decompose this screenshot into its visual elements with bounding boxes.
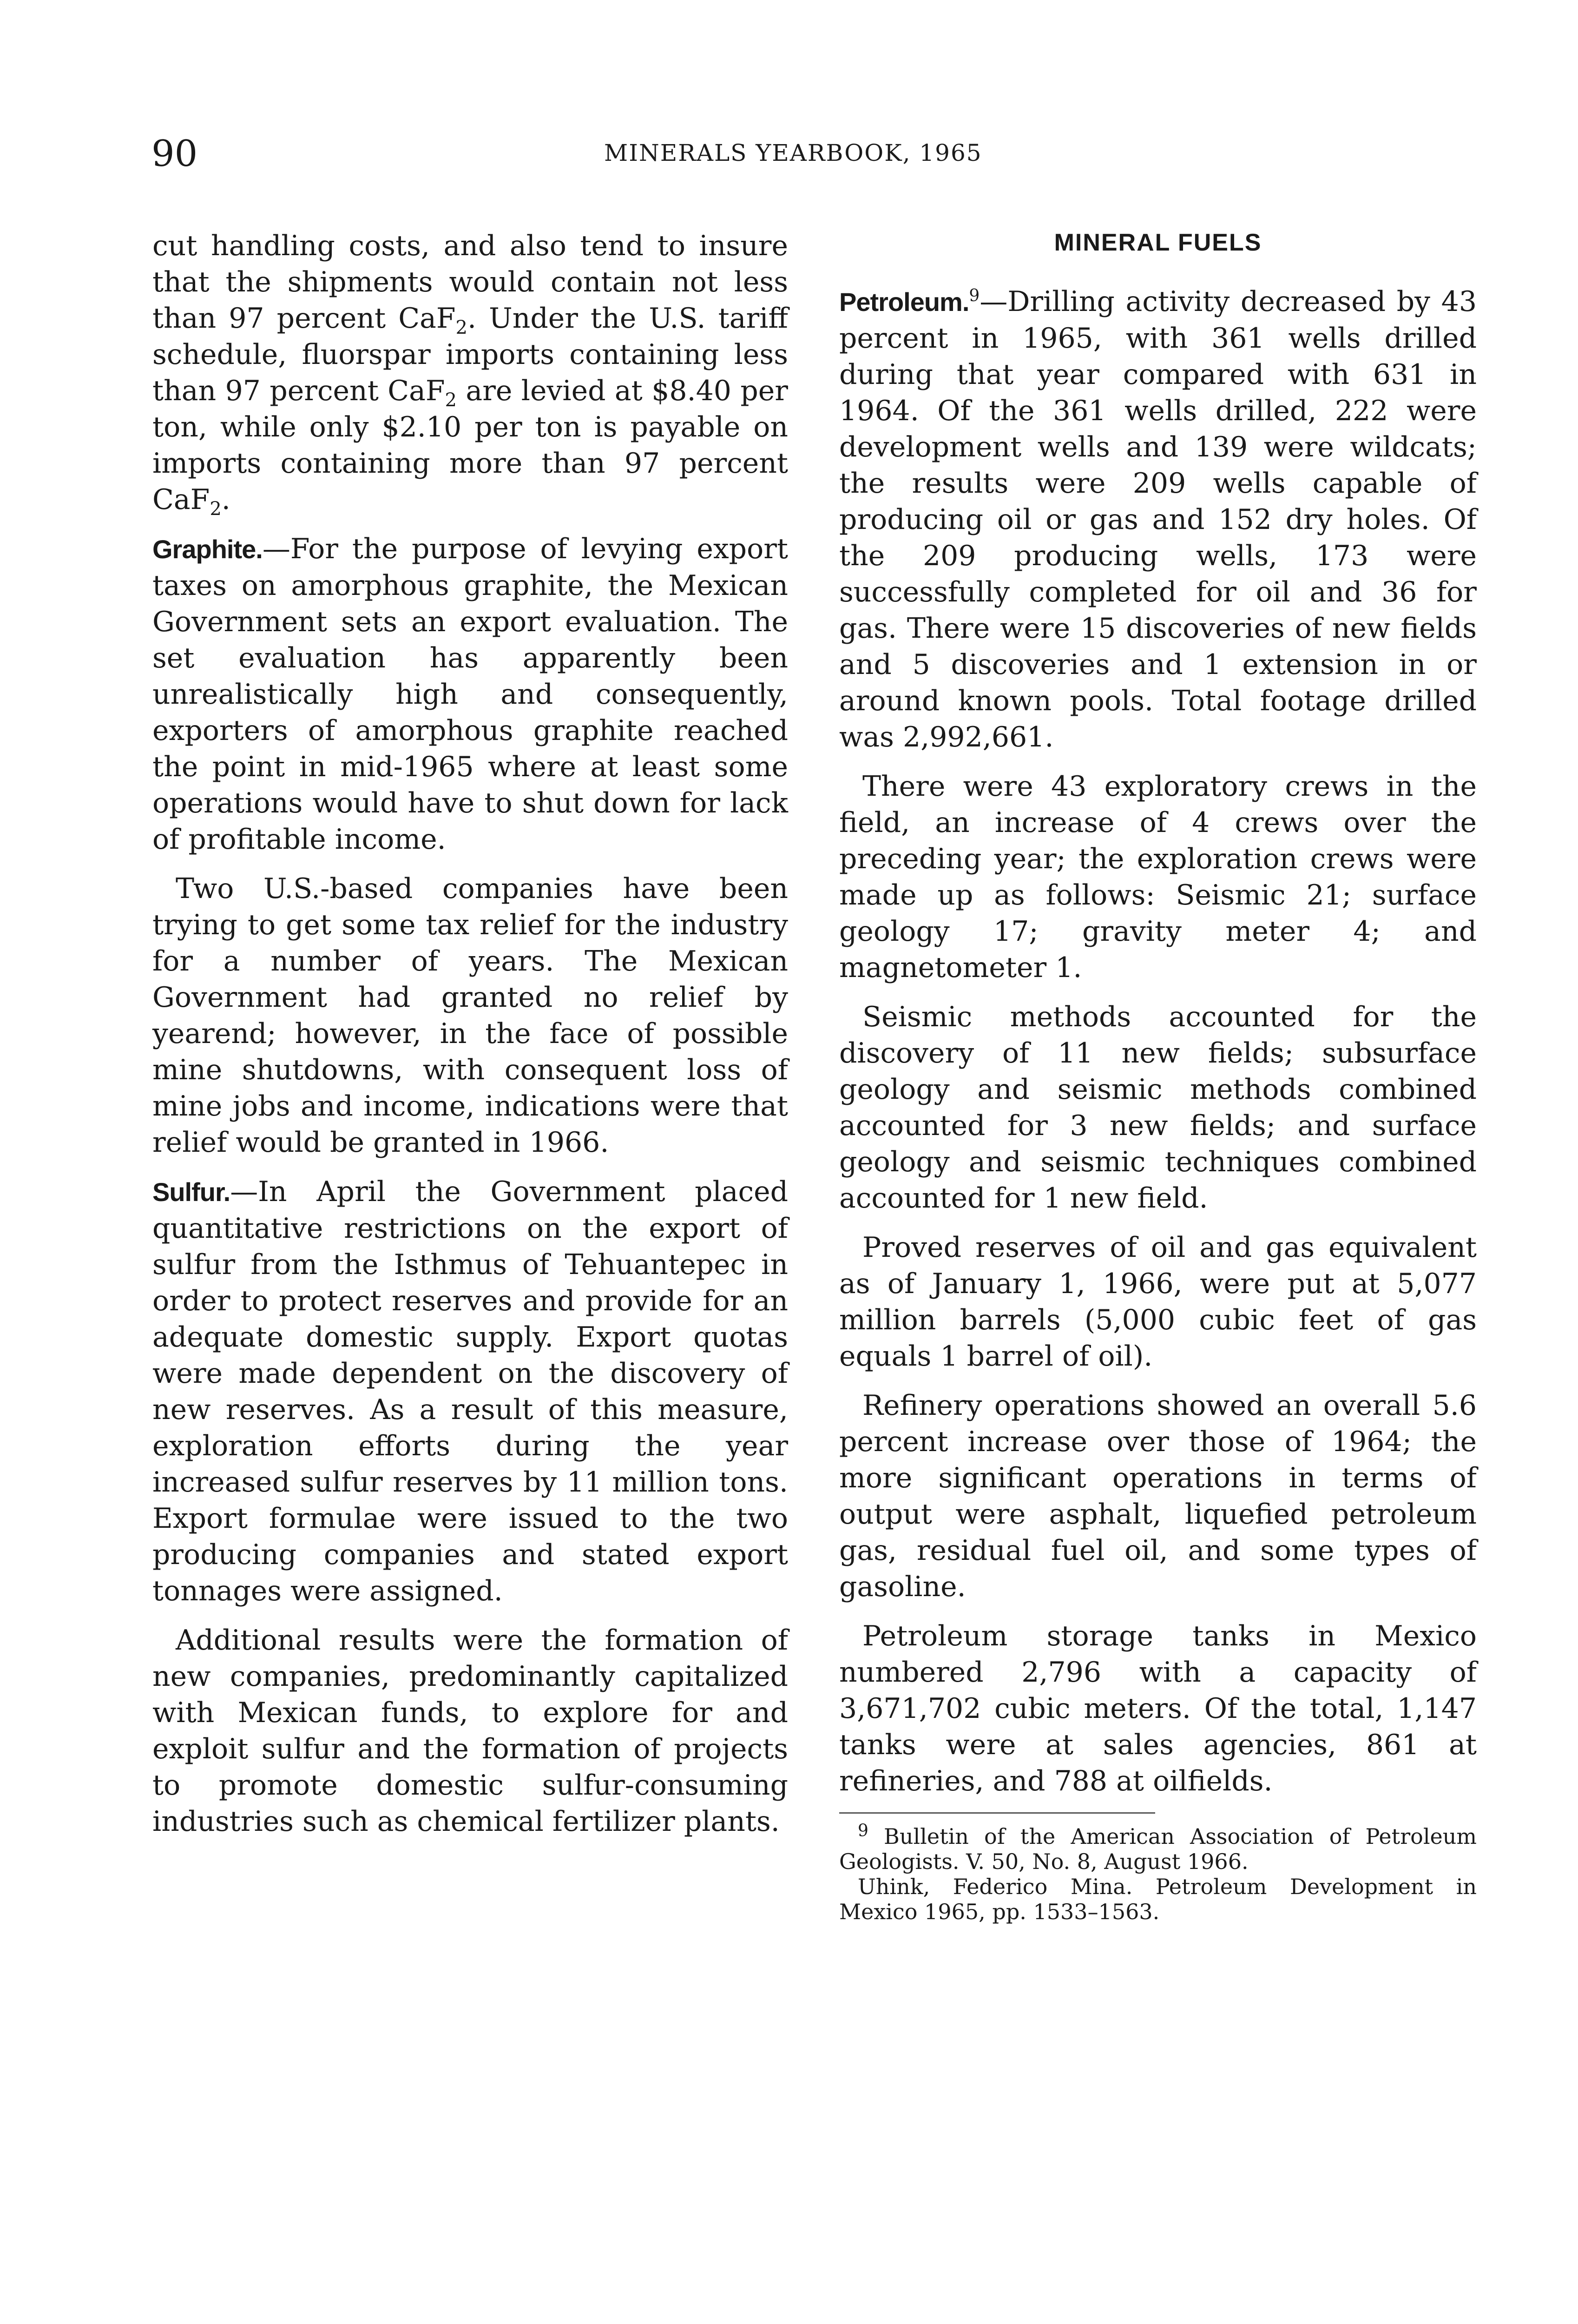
exploration-crews-paragraph: There were 43 exploratory crews in the field, an increase of 4 crews over the preceding year; the exploration crews were made up as follows: Seismic 21; surface geology 17; gravity meter 4; and magnetometer 1. <box>839 770 1477 984</box>
graphite-paragraph <box>152 531 788 858</box>
footnote-divider <box>839 1812 1155 1814</box>
footnote-9-continued: Uhink, Federico Mina. Petroleum Development in Mexico 1965, pp. 1533–1563. <box>839 1874 1477 1924</box>
sulfur-results-paragraph: Additional results were the formation of new companies, predominantly capitalized with Mexican funds, to explore for and exploit sulfur and the formation of projects to promote domestic sulfur-consuming industries such as chemical fertilizer plants. <box>152 1624 788 1838</box>
storage-tanks-paragraph: Petroleum storage tanks in Mexico numbered 2,796 with a capacity of 3,671,702 cubic meters. Of the total, 1,147 tanks were at sales agencies, 861 at refineries, and 788 at oilfields. <box>839 1620 1477 1797</box>
sulfur-heading: Sulfur. <box>152 1177 230 1207</box>
section-heading: MINERAL FUELS <box>1054 229 1262 256</box>
graphite-relief-paragraph: Two U.S.-based companies have been trying to get some tax relief for the industry for a number of years. The Mexican Government had granted no relief by yearend; however, in the face of possible mine shutdowns, with consequent loss of mine jobs and income, indications were that relief would be granted in 1966. <box>152 872 788 1159</box>
footnote-text: Bulletin of the American Association of Petroleum Geologists. V. 50, No. 8, August 1966. <box>839 1824 1477 1874</box>
subscript: 2 <box>455 317 467 338</box>
petroleum-text: —Drilling activity decreased by 43 percent in 1965, with 361 wells drilled during that year compared with 631 in 1964. Of the 361 wells drilled, 222 were development wells and 139 were wildcats; the results were 209 wells capable of producing oil or gas and 152 dry holes. Of the 209 producing wells, 173 were successfully completed for oil and 36 for gas. There were 15 discoveries of new fields and 5 discoveries and 1 extension in or around known pools. Total footage drilled was 2,992,661. <box>839 285 1477 753</box>
graphite-text: —For the purpose of levying export taxes on amorphous graphite, the Mexican Government sets an export evaluation. The set evaluation has apparently been unrealistically high and consequently, exporters of amorphous graphite reached the point in mid-1965 where at least some operations would have to shut down for lack of profitable income. <box>152 533 788 856</box>
sulfur-text: —In April the Government placed quantitative restrictions on the export of sulfur from the Isthmus of Tehuantepec in order to protect reserves and provide for an adequate domestic supply. Export quotas were made dependent on the discovery of new reserves. As a result of this measure, exploration efforts during the year increased sulfur reserves by 11 million tons. Export formulae were issued to the two producing companies and stated export tonnages were assigned. <box>152 1175 788 1607</box>
petroleum-paragraph <box>839 284 1477 755</box>
seismic-methods-paragraph: Seismic methods accounted for the discovery of 11 new fields; subsurface geology and seismic methods combined accounted for 3 new fields; and surface geology and seismic techniques combined accounted for 1 new field. <box>839 1001 1477 1215</box>
page-number: 90 <box>151 133 198 175</box>
text-run: . <box>221 483 230 516</box>
sulfur-paragraph <box>152 1174 788 1609</box>
footnote-marker: 9 <box>858 1821 868 1841</box>
subscript: 2 <box>445 390 457 411</box>
right-column <box>839 228 1477 1924</box>
fluorspar-tariff-paragraph <box>152 228 788 518</box>
text-run: . Under the U.S. tariff schedule, fluorspar imports containing less than 97 percent CaF <box>152 302 788 407</box>
subscript: 2 <box>210 498 222 520</box>
footnote-reference: 9 <box>969 286 980 305</box>
footnote-9 <box>839 1821 1477 1874</box>
refinery-operations-paragraph: Refinery operations showed an overall 5.6 percent increase over those of 1964; the more significant operations in terms of output were asphalt, liquefied petroleum gas, residual fuel oil, and some types of gasoline. <box>839 1389 1477 1603</box>
graphite-heading: Graphite. <box>152 535 263 564</box>
petroleum-heading: Petroleum. <box>839 287 969 317</box>
running-title: MINERALS YEARBOOK, 1965 <box>604 139 982 166</box>
text-run: are levied at $8.40 per ton, while only $2.10 per ton is payable on imports containing more than 97 percent CaF <box>152 375 788 516</box>
left-column <box>152 228 788 1853</box>
text-run: cut handling costs, and also tend to insure that the shipments would contain not less than 97 percent CaF <box>152 230 788 335</box>
footnotes <box>839 1821 1477 1924</box>
proved-reserves-paragraph: Proved reserves of oil and gas equivalent as of January 1, 1966, were put at 5,077 million barrels (5,000 cubic feet of gas equals 1 barrel of oil). <box>839 1231 1477 1373</box>
